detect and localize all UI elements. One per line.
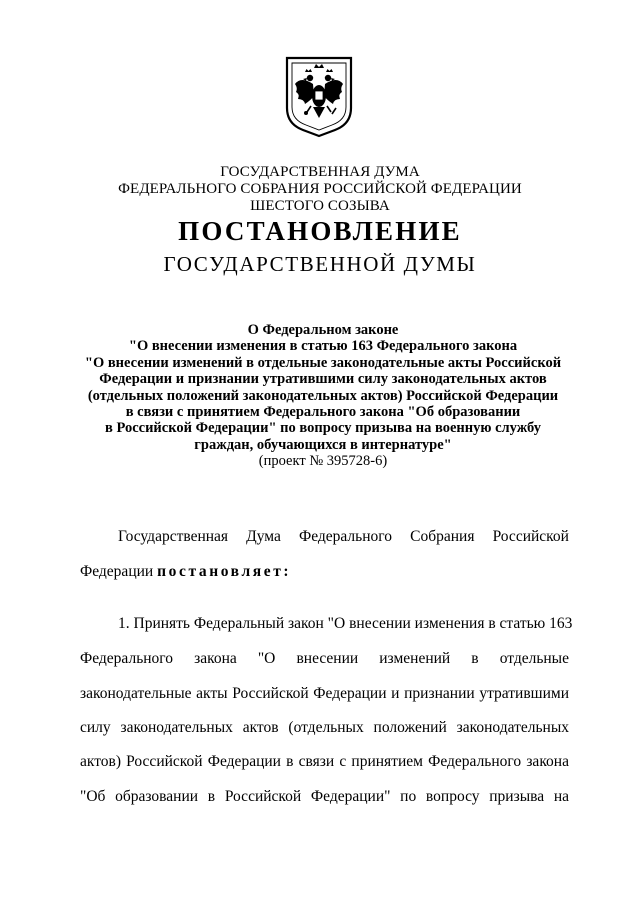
para1-line-3: законодательные акты Российской Федерации и признании утратившими [80,685,569,702]
header-line-duma: ГОСУДАРСТВЕННАЯ ДУМА [220,164,420,180]
document-type-heading: ПОСТАНОВЛЕНИЕ [178,216,462,246]
header-line-convocation: ШЕСТОГО СОЗЫВА [250,198,390,214]
preamble-federation: Федерации [80,563,154,580]
title-line: О Федеральном законе [247,322,399,338]
header-line-federal-assembly: ФЕДЕРАЛЬНОГО СОБРАНИЯ РОССИЙСКОЙ ФЕДЕРАЦИИ [118,181,522,197]
para1-line-2 [80,650,569,668]
title-line: "О внесении изменений в отдельные законодательные акты Российской [84,354,562,371]
para1-line-4: силу законодательных актов (отдельных положений законодательных [80,719,569,736]
para1-line-1: 1. Принять Федеральный закон "О внесении изменения в статью 163 [118,615,573,632]
para1-word: "О [257,650,276,667]
title-line: (отдельных положений законодательных актов) Российской Федерации [87,387,559,404]
para1-word: отдельные [499,650,569,667]
preamble-line-2 [80,563,569,581]
resolves-keyword: постановляет: [157,563,292,580]
para1-line-5: актов) Российской Федерации в связи с принятием Федерального закона [80,753,569,770]
preamble-word: Федерального [298,528,393,545]
para1-word: внесении [296,650,359,667]
preamble-word: Дума [246,528,281,545]
para1-word: Федерального [80,650,174,667]
preamble-word: Собрания [410,528,475,545]
document-issuer-heading: ГОСУДАРСТВЕННОЙ ДУМЫ [163,252,477,276]
resolution-title [0,322,640,470]
title-line: в связи с принятием Федерального закона "Об образовании [125,404,521,421]
para1-word: закона [194,650,237,667]
para1-word: в [471,650,479,667]
preamble-line-1 [118,528,569,546]
title-line: "О внесении изменения в статью 163 Федерального закона [128,338,518,355]
preamble-word: Российской [492,528,569,545]
russian-coat-of-arms-emblem [283,54,355,140]
para1-line-6: "Об образовании в Российской Федерации" по вопросу призыва на [80,788,569,805]
title-line: Федерации и признании утратившими силу законодательных актов [99,371,547,388]
title-line: в Российской Федерации" по вопросу призыва на военную службу [105,420,541,437]
project-number: (проект № 395728-6) [258,453,388,470]
preamble-word: Государственная [118,528,229,545]
para1-word: изменений [379,650,451,667]
title-line: граждан, обучающихся в интернатуре" [194,436,452,453]
